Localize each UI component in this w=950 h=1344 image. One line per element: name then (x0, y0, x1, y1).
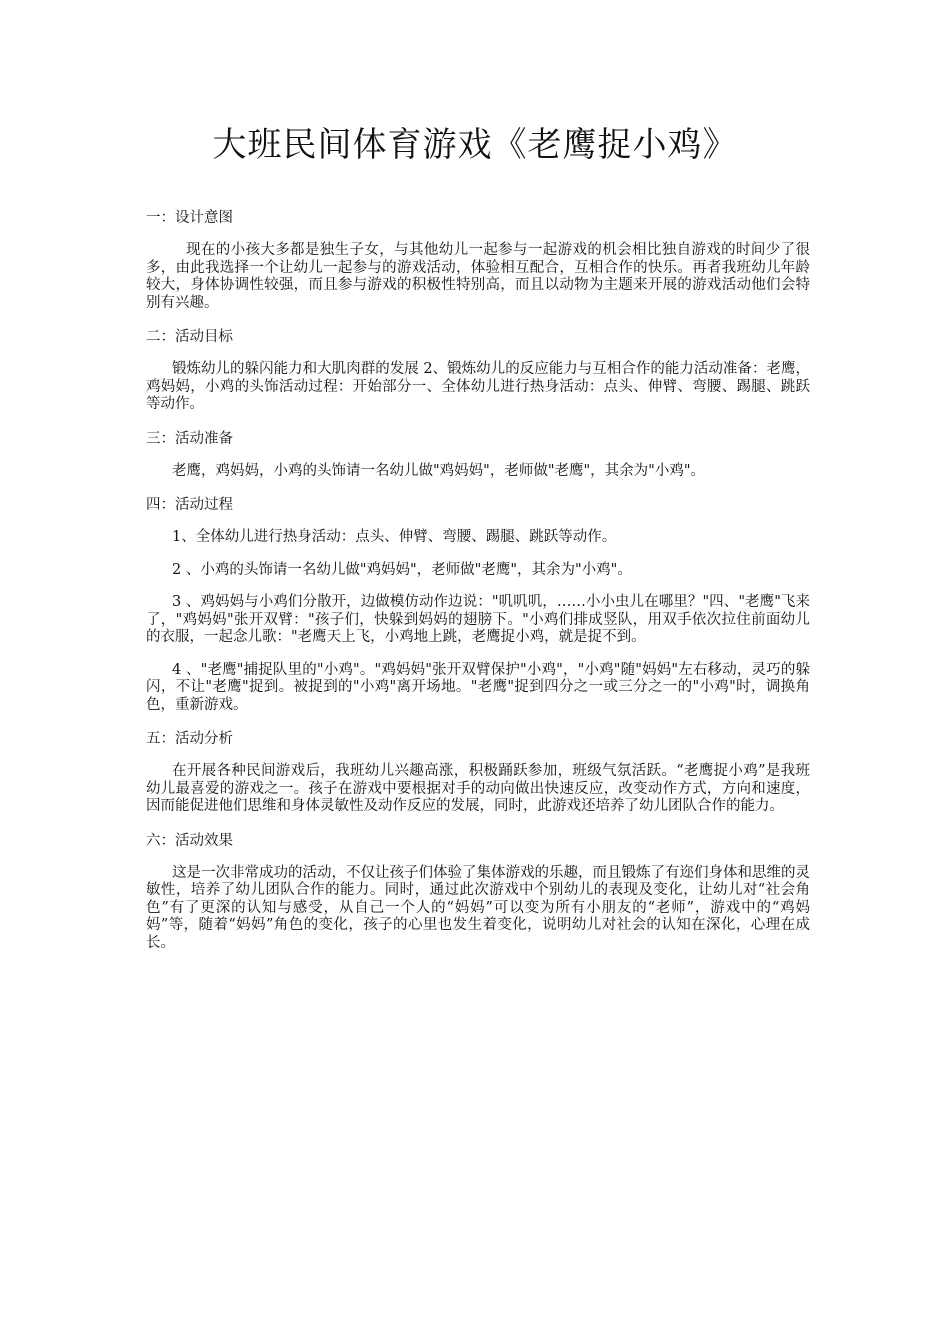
section-heading: 六：活动效果 (146, 832, 233, 849)
section-activity-goals (146, 327, 810, 414)
section-paragraph: 2 、小鸡的头饰请一名幼儿做"鸡妈妈"，老师做"老鹰"，其余为"小鸡"。 (172, 561, 632, 578)
section-paragraph: 锻炼幼儿的躲闪能力和大肌肉群的发展 2、锻炼幼儿的反应能力与互相合作的能力活动准备：老鹰，鸡妈妈，小鸡的头饰活动过程：开始部分一、全体幼儿进行热身活动：点头、伸臂、弯腰、踢腿、跳跃等动作。 (146, 361, 810, 412)
section-paragraph: 4 、"老鹰"捕捉队里的"小鸡"。"鸡妈妈"张开双臂保护"小鸡"，"小鸡"随"妈妈"左右移动，灵巧的躲闪，不让"老鹰"捉到。被捉到的"小鸡"离开场地。"老鹰"捉到四分之一或三分之一的"小鸡"时，调换角色，重新游戏。 (146, 661, 810, 713)
section-paragraph: 现在的小孩大多都是独生子女，与其他幼儿一起参与一起游戏的机会相比独自游戏的时间少了很多，由此我选择一个让幼儿一起参与的游戏活动，体验相互配合，互相合作的快乐。再者我班幼儿年龄较大，身体协调性较强，而且参与游戏的积极性特别高，而且以动物为主题来开展的游戏活动他们会特别有兴趣。 (146, 242, 810, 311)
section-paragraph: 1、全体幼儿进行热身活动：点头、伸臂、弯腰、踢腿、跳跃等动作。 (172, 529, 617, 545)
section-heading: 三：活动准备 (146, 430, 233, 447)
document-body (146, 208, 810, 967)
section-heading: 五：活动分析 (146, 731, 233, 747)
section-activity-preparation (146, 429, 810, 481)
section-activity-analysis (146, 729, 810, 816)
section-heading: 一：设计意图 (146, 210, 233, 226)
section-design-intent (146, 208, 810, 312)
section-paragraph: 老鹰，鸡妈妈，小鸡的头饰请一名幼儿做"鸡妈妈"，老师做"老鹰"，其余为"小鸡"。 (172, 462, 706, 479)
section-paragraph: 这是一次非常成功的活动，不仅让孩子们体验了集体游戏的乐趣，而且锻炼了有迩们身体和思维的灵敏性，培养了幼儿团队合作的能力。同时，通过此次游戏中个别幼儿的表现及变化，让幼儿对“社会角色”有了更深的认知与感受，从自己一个人的“妈妈”可以变为所有小朋友的“老师”，游戏中的“鸡妈妈”等，随着“妈妈”角色的变化，孩子的心里也发生着变化，说明幼儿对社会的认知在深化，心理在成长。 (146, 864, 810, 951)
section-activity-process (146, 495, 810, 714)
document-title: 大班民间体育游戏《老鹰捉小鸡》 (212, 125, 738, 165)
section-paragraph: 在开展各种民间游戏后，我班幼儿兴趣高涨，积极踊跃参加，班级气氛活跃。“老鹰捉小鸡”是我班幼儿最喜爱的游戏之一。孩子在游戏中要根据对手的动向做出快速反应，改变动作方式，方向和速度，因而能促进他们思维和身体灵敏性及动作反应的发展，同时，此游戏还培养了幼儿团队合作的能力。 (146, 763, 810, 814)
section-activity-effect (146, 831, 810, 953)
section-paragraph: 3 、鸡妈妈与小鸡们分散开，边做模仿动作边说："叽叽叽，……小小虫儿在哪里？"四、"老鹰"飞来了，"鸡妈妈"张开双臂："孩子们，快躲到妈妈的翅膀下。"小鸡们排成竖队，用双手依次拉住前面幼儿的衣服，一起念儿歌："老鹰天上飞，小鸡地上跳，老鹰捉小鸡，就是捉不到。 (146, 594, 810, 645)
section-heading: 二：活动目标 (146, 329, 233, 345)
section-heading: 四：活动过程 (146, 497, 233, 513)
